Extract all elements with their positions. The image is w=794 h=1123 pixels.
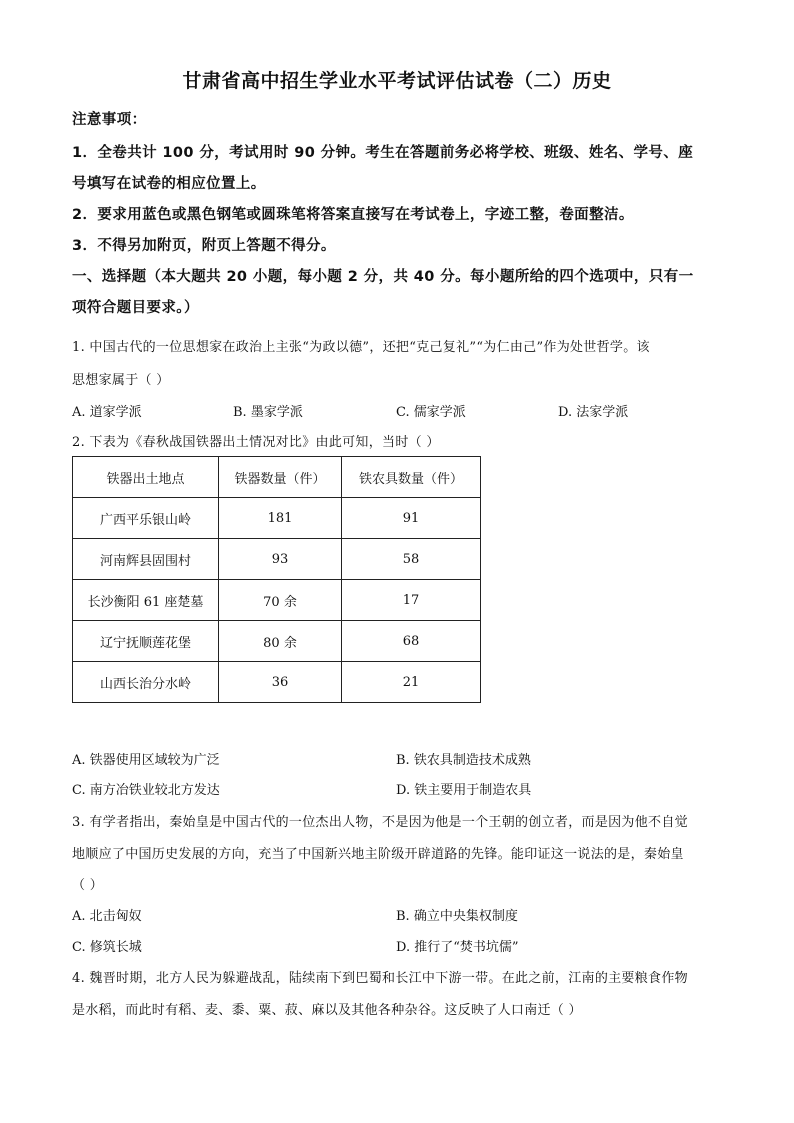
q3-stem-line-2: 地顺应了中国历史发展的方向，充当了中国新兴地主阶级开辟道路的先锋。能印证这一说法的是，秦始皇: [72, 847, 684, 862]
q3-stem-line-1: 3. 有学者指出，秦始皇是中国古代的一位杰出人物，不是因为他是一个王朝的创立者，而是因为他不自觉: [72, 815, 688, 830]
table-cell: 长沙衡阳 61 座楚墓: [73, 580, 219, 621]
table-cell: 93: [219, 539, 342, 580]
table-header-cell: 铁器数量（件）: [219, 457, 342, 498]
table-cell: 91: [342, 498, 481, 539]
q3-option-d: D. 推行了“焚书坑儒”: [396, 940, 519, 955]
q2-option-b: B. 铁农具制造技术成熟: [396, 753, 531, 768]
table-cell: 广西平乐银山岭: [73, 498, 219, 539]
table-row: [73, 662, 481, 703]
table-cell: 河南辉县固围村: [73, 539, 219, 580]
note-3: 3．不得另加附页，附页上答题不得分。: [72, 238, 336, 254]
notes-heading: 注意事项：: [72, 112, 147, 128]
table-cell: 21: [342, 662, 481, 703]
table-cell: 68: [342, 621, 481, 662]
section-heading-line-1: 一、选择题（本大题共 20 小题，每小题 2 分，共 40 分。每小题所给的四个选项中，只有一: [72, 269, 694, 285]
table-cell: 58: [342, 539, 481, 580]
table-row: [73, 498, 481, 539]
q2-option-a: A. 铁器使用区域较为广泛: [72, 753, 220, 768]
note-1-line-1: 1．全卷共计 100 分，考试用时 90 分钟。考生在答题前务必将学校、班级、姓名、学号、座: [72, 145, 694, 161]
q2-stem: 2. 下表为《春秋战国铁器出土情况对比》由此可知，当时（ ）: [72, 435, 440, 450]
q3-option-a: A. 北击匈奴: [72, 909, 142, 924]
q2-option-d: D. 铁主要用于制造农具: [396, 783, 532, 798]
q1-option-c: C. 儒家学派: [396, 405, 466, 420]
table-header-cell: 铁农具数量（件）: [342, 457, 481, 498]
q1-stem-line-2: 思想家属于（ ）: [72, 373, 170, 388]
q4-stem-line-2: 是水稻，而此时有稻、麦、黍、粟、菽、麻以及其他各种杂谷。这反映了人口南迁（ ）: [72, 1003, 582, 1018]
q1-option-b: B. 墨家学派: [233, 405, 303, 420]
note-2: 2．要求用蓝色或黑色钢笔或圆珠笔将答案直接写在考试卷上，字迹工整，卷面整洁。: [72, 207, 634, 223]
table-header-cell: 铁器出土地点: [73, 457, 219, 498]
q4-stem-line-1: 4. 魏晋时期，北方人民为躲避战乱，陆续南下到巴蜀和长江中下游一带。在此之前，江南的主要粮食作物: [72, 971, 688, 986]
table-cell: 70 余: [219, 580, 342, 621]
table-cell: 36: [219, 662, 342, 703]
table-cell: 山西长治分水岭: [73, 662, 219, 703]
q3-stem-line-3: （ ）: [72, 878, 104, 893]
q1-option-a: A. 道家学派: [72, 405, 142, 420]
q2-option-c: C. 南方冶铁业较北方发达: [72, 783, 220, 798]
q1-stem-line-1: 1. 中国古代的一位思想家在政治上主张“为政以德”，还把“克己复礼”“为仁由己”作为处世哲学。该: [72, 340, 650, 355]
table-cell: 17: [342, 580, 481, 621]
q3-option-c: C. 修筑长城: [72, 940, 142, 955]
table-row: [73, 539, 481, 580]
table-cell: 80 余: [219, 621, 342, 662]
q1-option-d: D. 法家学派: [558, 405, 629, 420]
table-row: [73, 621, 481, 662]
q3-option-b: B. 确立中央集权制度: [396, 909, 518, 924]
section-heading-line-2: 项符合题目要求。）: [72, 300, 199, 316]
note-1-line-2: 号填写在试卷的相应位置上。: [72, 176, 266, 192]
table-cell: 181: [219, 498, 342, 539]
ironware-table: [72, 456, 481, 703]
table-header-row: [73, 457, 481, 498]
table-cell: 辽宁抚顺莲花堡: [73, 621, 219, 662]
page-title: 甘肃省高中招生学业水平考试评估试卷（二）历史: [182, 70, 612, 92]
table-row: [73, 580, 481, 621]
